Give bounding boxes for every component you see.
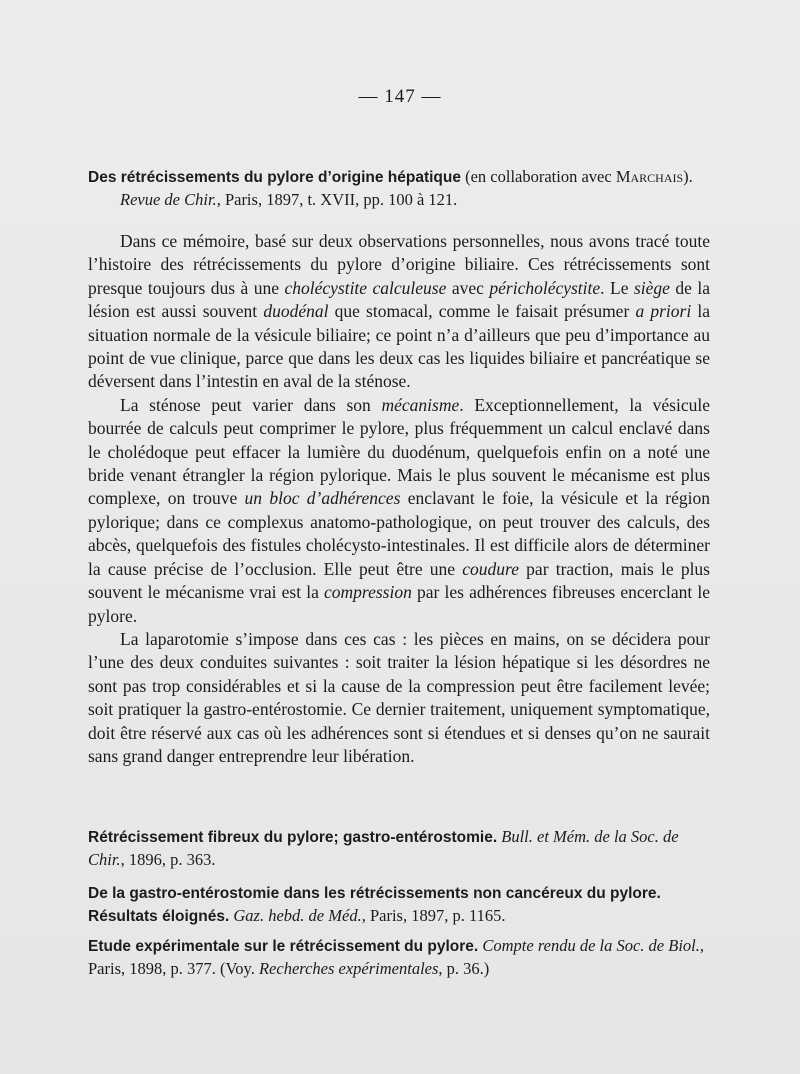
- text-run: enclavant le foie, la vésicule et la région pylorique; dans ce complexus anatomo-pathologique, on peut trouver des calculs, des abcès, quelquefois des fistules cholécysto-intestinales. Il est difficile alors de déterminer la cause précise de l’occlusion. Elle peut être une: [88, 488, 711, 579]
- abstract-body: [88, 230, 710, 768]
- text-run-italic: duodénal: [263, 301, 329, 322]
- text-run: avec: [446, 277, 490, 298]
- entry-journal: Compte rendu de la Soc. de Biol.: [482, 936, 700, 955]
- bibliography-entry-2: [88, 826, 710, 871]
- page-number: — 147 —: [358, 86, 442, 107]
- text-run: La sténose peut varier dans son: [120, 394, 382, 415]
- paragraph-3: La laparotomie s’impose dans ces cas : les pièces en mains, on se décidera pour l’une des deux conduites suivantes : soit traiter la lésion hépatique si les désordres ne sont pas trop considérables et si la cause de la compression peut être facilement levée; soit pratiquer la gastro-entérostomie. Ce dernier traitement, uniquement symptomatique, doit être réservé aux cas où les adhérences sont si étendues et si denses qu’on ne saurait sans grand danger entreprendre leur libération.: [88, 628, 710, 766]
- bibliography-entry-1: [88, 166, 710, 211]
- bibliography-entry-4: [88, 935, 710, 980]
- paragraph-2: [88, 394, 710, 628]
- text-run: la situation normale de la vésicule biliaire; ce point n’a d’ailleurs que peu d’importance au point de vue clinique, parce que dans les deux cas les liquides biliaire et pancréatique se déversent dans l’intestin en aval de la sténose.: [88, 301, 710, 392]
- entry-title: De la gastro-entérostomie dans les rétrécissements non cancéreux du pylore. Résultats éloignés.: [88, 885, 661, 925]
- entry-details: , Paris, 1897, p. 1165.: [361, 906, 506, 925]
- text-run-italic: péricholécystite: [489, 277, 601, 298]
- text-run-italic: compression: [324, 582, 412, 603]
- text-run: par traction, mais le plus souvent le mécanisme vrai est la: [88, 558, 710, 603]
- entry-details: , Paris, 1897, t. XVII, pp. 100 à 121.: [216, 190, 458, 209]
- text-run-italic: a priori: [635, 301, 692, 322]
- entry-details: , Paris, 1898, p. 377. (Voy.: [88, 936, 704, 978]
- entry-title: Etude expérimentale sur le rétrécissement du pylore.: [88, 938, 479, 955]
- text-run-italic: siège: [633, 277, 670, 298]
- entry-details: , p. 36.): [438, 959, 490, 978]
- entry-journal: Revue de Chir.: [120, 190, 217, 209]
- text-run-italic: mécanisme: [381, 394, 460, 415]
- paragraph-1: [88, 230, 710, 394]
- text-run: Dans ce mémoire, basé sur deux observations personnelles, nous avons tracé toute l’histoire des rétrécissements du pylore d’origine biliaire. Ces rétrécissements sont presque toujours dus à une: [88, 231, 710, 298]
- entry-details: , 1896, p. 363.: [120, 850, 216, 869]
- text-run: que stomacal, comme le faisait présumer: [328, 301, 636, 322]
- text-run-italic: coudure: [462, 558, 519, 579]
- text-run-italic: cholécystite calculeuse: [284, 277, 447, 298]
- text-run: . Le: [600, 277, 634, 298]
- entry-title: Des rétrécissements du pylore d’origine hépatique: [88, 169, 461, 186]
- bibliography-entry-3: [88, 882, 710, 928]
- entry-journal: Gaz. hebd. de Méd.: [233, 906, 362, 925]
- text-run-italic: un bloc d’adhérences: [244, 488, 401, 509]
- entry-title: Rétrécissement fibreux du pylore; gastro-entérostomie.: [88, 829, 498, 846]
- entry-journal: Bull. et Mém. de la Soc. de Chir.: [88, 827, 679, 869]
- text-run: de la lésion est aussi souvent: [88, 277, 710, 322]
- text-run: . Exceptionnellement, la vésicule bourrée de calculs peut comprimer le pylore, plus fréquemment un calcul enclavé dans le cholédoque peut effacer la lumière du duodénum, quelquefois enfin on a noté une bride venant étrangler la région pylorique. Mais le plus souvent le mécanisme est plus complexe, on trouve: [88, 394, 711, 509]
- entry-citation: [88, 189, 710, 211]
- entry-reference: Recherches expérimentales: [258, 959, 439, 978]
- entry-collab-name: Marchais: [615, 167, 684, 186]
- entry-collab-suffix: ).: [683, 167, 693, 186]
- text-run: par les adhérences fibreuses encerclant le pylore.: [88, 582, 710, 626]
- entry-collab-prefix: (en collaboration avec: [465, 167, 612, 186]
